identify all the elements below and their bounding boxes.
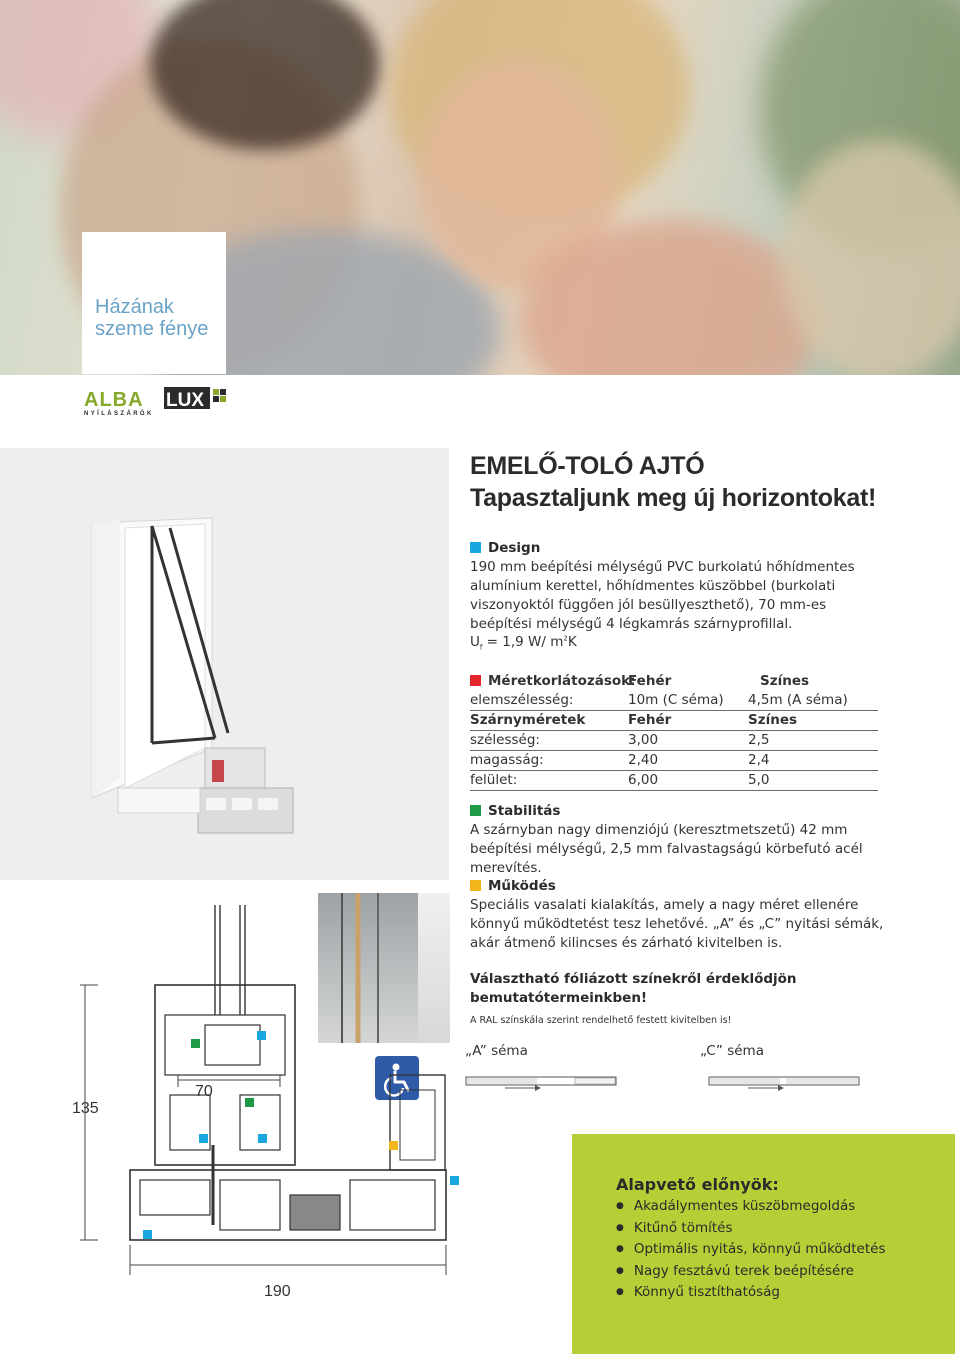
foil-text: Választható fóliázott színekről érdeklődjön bemutatótermeinkben! (470, 971, 797, 1006)
table-cell: 2,4 (748, 752, 770, 768)
table-header-cell: Színes (760, 673, 810, 689)
scheme-a-label: „A” séma (465, 1043, 528, 1059)
size-limits-table (470, 672, 878, 791)
table-row (470, 691, 878, 711)
scheme-c-label: „C” séma (700, 1043, 764, 1059)
list-item: ● Könnyű tisztíthatóság (616, 1283, 885, 1305)
yellow-square-icon (470, 880, 481, 891)
logo-lux: LUX (166, 390, 204, 411)
table-cell: Szárnyméretek (470, 712, 586, 728)
operation-text: Speciális vasalati kialakítás, amely a nagy méret ellenére könnyű működtetést tesz lehetővé. „A” és „C” nyitási sémák, akár átmenő kilincses és zárható kivitelben is. (470, 897, 884, 951)
table-cell: 2,40 (628, 752, 659, 768)
list-item: ● Akadálymentes küszöbmegoldás (616, 1197, 885, 1219)
dimension-190: 190 (264, 1283, 291, 1300)
uf-unit: K (567, 634, 577, 650)
ral-note: A RAL színskála szerint rendelhető festett kivitelben is! (470, 1015, 732, 1026)
stability-text: A szárnyban nagy dimenziójú (keresztmetszetű) 42 mm beépítési mélységű, 2,5 mm falvastagságú körbefutó acél merevítés. (470, 822, 863, 876)
stability-title-text: Stabilitás (488, 803, 561, 819)
albalux-logo (82, 387, 227, 417)
window-corner-panel (0, 448, 449, 880)
table-cell: felület: (470, 772, 518, 788)
table-cell: 10m (C séma) (628, 692, 724, 708)
tagline (95, 296, 208, 340)
list-item: ● Optimális nyitás, könnyű működtetés (616, 1240, 885, 1262)
list-item: ● Nagy fesztávú terek beépítésére (616, 1262, 885, 1284)
advantages-title: Alapvető előnyök: (616, 1175, 779, 1194)
operation-title-text: Működés (488, 878, 556, 894)
logo-sub: NYÍLÁSZÁRÓK (84, 411, 154, 417)
uf-sub: f (479, 643, 483, 652)
blue-square-icon (470, 542, 481, 553)
table-cell: Fehér (628, 712, 672, 728)
dimension-70: 70 (195, 1083, 213, 1100)
table-cell: szélesség: (470, 732, 540, 748)
table-cell: 2,5 (748, 732, 770, 748)
dimension-135: 135 (72, 1100, 99, 1117)
scheme-a-diagram (465, 1074, 617, 1100)
green-square-icon (470, 805, 481, 816)
table-header-cell: Fehér (628, 673, 672, 689)
stability-title (470, 803, 560, 819)
uf-prefix: U (470, 634, 480, 650)
tagline-line1: Házának (95, 296, 174, 318)
table-row (470, 711, 878, 731)
design-title-text: Design (488, 540, 541, 556)
product-subtitle: Tapasztaljunk meg új horizontokat! (470, 484, 877, 512)
table-cell: 3,00 (628, 732, 659, 748)
table-cell: Színes (748, 712, 798, 728)
uf-sup: 2 (563, 634, 568, 643)
advantages-list (616, 1197, 885, 1305)
table-row (470, 771, 878, 791)
table-cell: elemszélesség: (470, 692, 574, 708)
table-header (470, 672, 878, 691)
product-title: EMELŐ-TOLÓ AJTÓ (470, 452, 705, 480)
table-header-cell: Méretkorlátozások: (470, 672, 636, 691)
scheme-c-diagram (708, 1074, 860, 1100)
table-cell: 6,00 (628, 772, 659, 788)
logo-alba: ALBA (84, 389, 144, 411)
table-row (470, 751, 878, 771)
table-cell: magasság: (470, 752, 544, 768)
uf-value (470, 634, 577, 652)
table-cell: 5,0 (748, 772, 770, 788)
design-text: 190 mm beépítési mélységű PVC burkolatú hőhídmentes alumínium kerettel, hőhídmentes küszöbbel (burkolati viszonyoktól függően jól besüllyeszthető), 70 mm-es beépítési mélységű 4 légkamrás szárnyprofillal. (470, 559, 855, 632)
red-square-icon (470, 675, 481, 686)
table-cell: 4,5m (A séma) (748, 692, 848, 708)
operation-title (470, 878, 556, 894)
table-row (470, 731, 878, 751)
list-item: ● Kitűnő tömítés (616, 1219, 885, 1241)
uf-value-text: = 1,9 W/ m (482, 634, 564, 650)
design-title (470, 540, 540, 556)
tagline-line2: szeme fénye (95, 318, 209, 340)
